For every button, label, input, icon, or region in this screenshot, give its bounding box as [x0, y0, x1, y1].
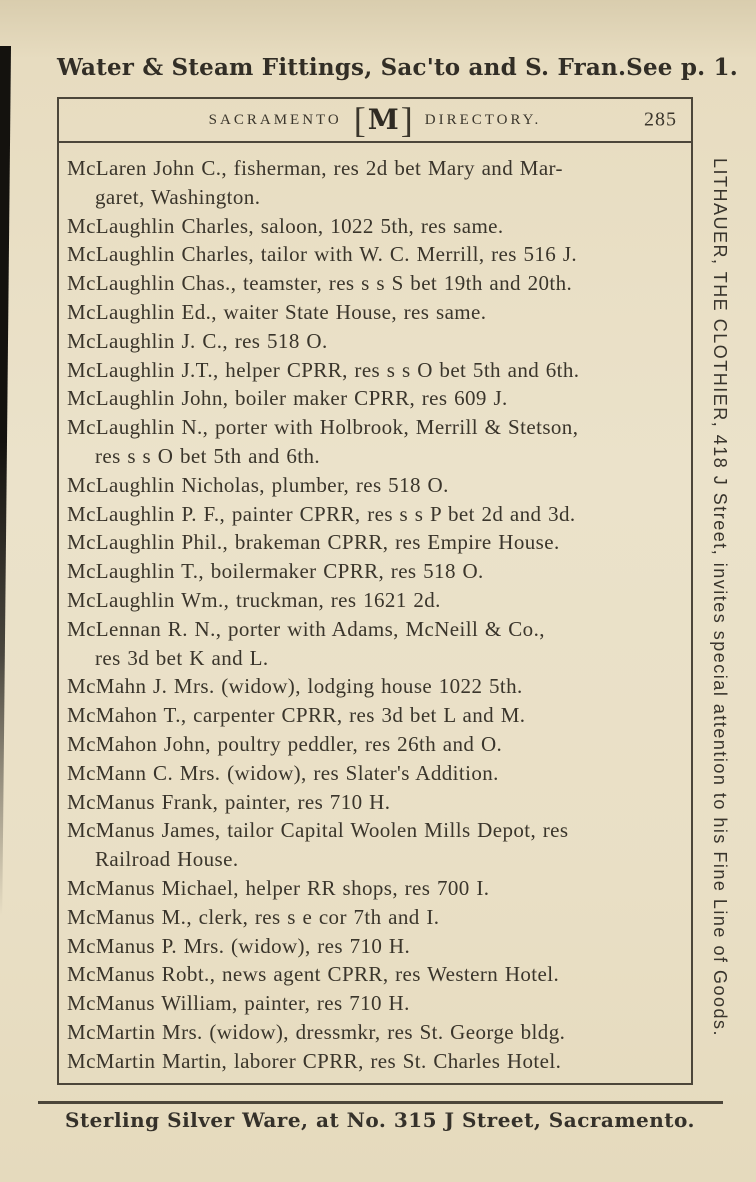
entry-line: McLaughlin Charles, tailor with W. C. Merrill, res 516 J. — [67, 242, 578, 267]
entry-line: McMann C. Mrs. (widow), res Slater's Addition. — [67, 760, 499, 785]
directory-entry — [67, 989, 685, 1018]
footer-advertisement: Sterling Silver Ware, at No. 315 J Street, Sacramento. — [65, 1108, 695, 1132]
entry-line: McManus P. Mrs. (widow), res 710 H. — [67, 933, 411, 958]
directory-entry — [67, 874, 685, 903]
top-advertisement-banner — [57, 54, 738, 81]
entry-line: McMahon T., carpenter CPRR, res 3d bet L and M. — [67, 703, 526, 728]
directory-entry — [67, 730, 685, 759]
page-header — [59, 99, 691, 141]
entry-line: McLaughlin J.T., helper CPRR, res s s O bet 5th and 6th. — [67, 357, 580, 382]
directory-entry — [67, 1018, 685, 1047]
directory-entry — [67, 154, 685, 212]
entry-line-continuation: garet, Washington. — [95, 184, 261, 209]
entry-line: McMahn J. Mrs. (widow), lodging house 1022 5th. — [67, 674, 523, 699]
directory-entry — [67, 471, 685, 500]
directory-entry — [67, 903, 685, 932]
entry-line: McLaughlin Nicholas, plumber, res 518 O. — [67, 472, 449, 497]
directory-entry — [67, 960, 685, 989]
directory-entry — [67, 327, 685, 356]
entry-line: McManus William, painter, res 710 H. — [67, 991, 410, 1016]
directory-entry — [67, 701, 685, 730]
directory-entry — [67, 615, 685, 673]
directory-entries-list — [59, 143, 691, 1076]
entry-line: McMahon John, poultry peddler, res 26th and O. — [67, 731, 503, 756]
entry-line-continuation: res s s O bet 5th and 6th. — [95, 443, 321, 468]
directory-entry — [67, 269, 685, 298]
side-advertisement-vertical: LITHAUER, THE CLOTHIER, 418 J Street, invites special attention to his Fine Line of Goods. — [710, 158, 730, 1037]
entry-line: McManus Frank, painter, res 710 H. — [67, 789, 391, 814]
directory-entry — [67, 1047, 685, 1076]
entry-line: McLaughlin Chas., teamster, res s s S bet 19th and 20th. — [67, 271, 573, 296]
right-bracket-glyph: ] — [400, 100, 413, 140]
directory-entry — [67, 586, 685, 615]
entry-line: McMartin Mrs. (widow), dressmkr, res St. George bldg. — [67, 1019, 566, 1044]
directory-entry — [67, 298, 685, 327]
entry-line: McManus M., clerk, res s e cor 7th and I. — [67, 904, 440, 929]
entry-line: McLaughlin Phil., brakeman CPRR, res Empire House. — [67, 530, 560, 555]
entry-line: McLaughlin John, boiler maker CPRR, res 609 J. — [67, 386, 508, 411]
entry-line-continuation: Railroad House. — [95, 847, 239, 872]
directory-entry — [67, 788, 685, 817]
page-header-title-group — [209, 102, 542, 138]
header-city-label: SACRAMENTO — [208, 111, 342, 128]
directory-entry — [67, 240, 685, 269]
entry-line: McLaughlin Wm., truckman, res 1621 2d. — [67, 587, 441, 612]
directory-entry — [67, 528, 685, 557]
section-letter: M — [367, 103, 399, 136]
entry-line: McManus Michael, helper RR shops, res 700 I. — [67, 875, 490, 900]
entry-line: McMartin Martin, laborer CPRR, res St. Charles Hotel. — [67, 1048, 562, 1073]
entry-line: McLaughlin Charles, saloon, 1022 5th, res same. — [67, 213, 504, 238]
entry-line: McManus James, tailor Capital Woolen Mills Depot, res — [67, 818, 569, 843]
directory-entry — [67, 500, 685, 529]
entry-line: McLaughlin T., boilermaker CPRR, res 518 O. — [67, 559, 484, 584]
directory-entry — [67, 932, 685, 961]
entry-line: McLaughlin Ed., waiter State House, res same. — [67, 299, 487, 324]
entry-line: McLaughlin P. F., painter CPRR, res s s P bet 2d and 3d. — [67, 501, 576, 526]
directory-content-box — [57, 97, 693, 1085]
entry-line-continuation: res 3d bet K and L. — [95, 645, 269, 670]
directory-entry — [67, 759, 685, 788]
entry-line: McLaren John C., fisherman, res 2d bet Mary and Mar- — [67, 156, 563, 180]
left-bracket-glyph: [ — [353, 100, 366, 140]
book-gutter-shadow — [0, 46, 11, 916]
directory-entry — [67, 384, 685, 413]
entry-line: McManus Robt., news agent CPRR, res Western Hotel. — [67, 962, 560, 987]
directory-entry — [67, 816, 685, 874]
directory-entry — [67, 413, 685, 471]
directory-entry — [67, 212, 685, 241]
directory-entry — [67, 356, 685, 385]
header-directory-label: DIRECTORY. — [424, 111, 542, 128]
entry-line: McLaughlin J. C., res 518 O. — [67, 328, 328, 353]
entry-line: McLennan R. N., porter with Adams, McNeill & Co., — [67, 616, 545, 641]
entry-line: McLaughlin N., porter with Holbrook, Merrill & Stetson, — [67, 415, 579, 440]
directory-entry — [67, 557, 685, 586]
directory-entry — [67, 672, 685, 701]
footer-divider-rule — [38, 1101, 723, 1104]
page-number: 285 — [644, 108, 677, 131]
top-ad-text: Water & Steam Fittings, Sac'to and S. Fran. — [57, 54, 627, 81]
top-ad-page-ref: See p. 1. — [626, 54, 738, 81]
